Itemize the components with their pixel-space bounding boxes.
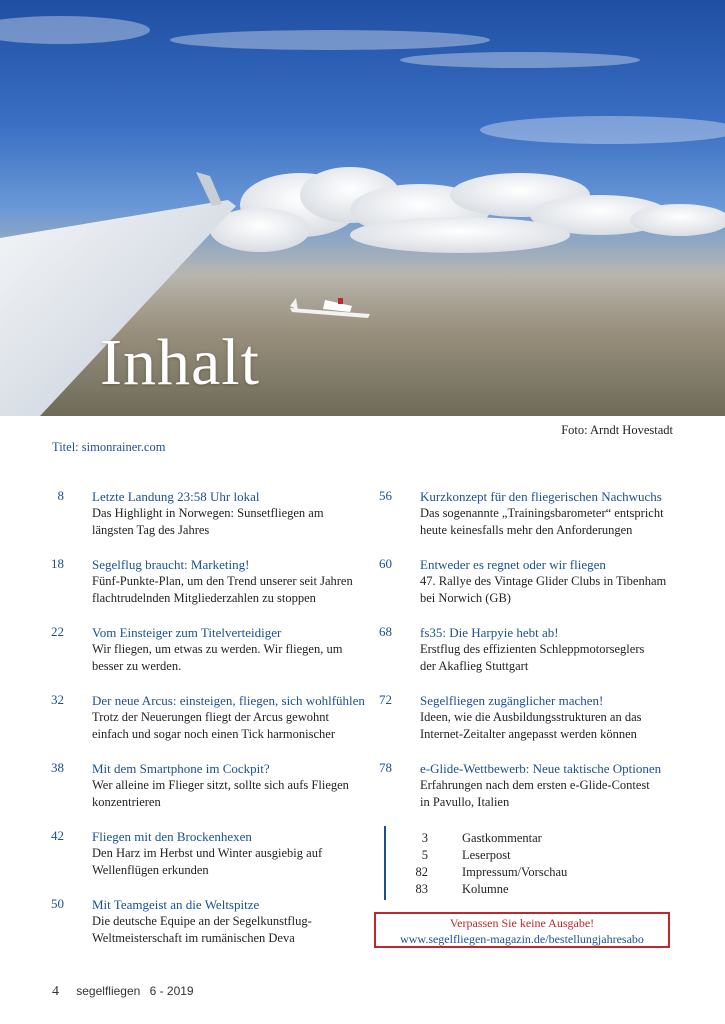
toc-page-number: 38 [51,760,64,775]
toc-description: Das Highlight in Norwegen: Sunsetfliegen am [92,506,324,520]
cirrus-clouds [0,16,725,144]
toc-description: Das sogenannte „Trainingsbarometer“ entspricht [420,506,664,520]
toc-entry[interactable] [368,692,688,743]
toc-description: Den Harz im Herbst und Winter ausgiebig auf [92,846,323,860]
toc-heading: Mit dem Smartphone im Cockpit? [92,761,270,776]
toc-right-column [368,488,688,828]
toc-description: Die deutsche Equipe an der Segelkunstflug- [92,914,312,928]
rubric-page-number: 3 [421,831,428,845]
toc-entry[interactable] [368,556,688,607]
hero-photo [0,0,725,416]
toc-description: Erfahrungen nach dem ersten e-Glide-Contest [420,778,650,792]
toc-heading: e-Glide-Wettbewerb: Neue taktische Optionen [420,761,662,776]
toc-entry[interactable] [40,828,360,879]
toc-description: in Pavullo, Italien [420,795,510,809]
toc-heading: Entweder es regnet oder wir fliegen [420,557,606,572]
cumulus-clouds [210,167,725,253]
rubric-label: Kolumne [462,882,509,896]
toc-page-number: 8 [57,488,64,503]
rubric-item[interactable] [386,881,567,898]
toc-heading: Letzte Landung 23:58 Uhr lokal [92,489,260,504]
toc-heading: Mit Teamgeist an die Weltspitze [92,897,260,912]
toc-page-number: 68 [379,624,392,639]
toc-heading: Kurzkonzept für den fliegerischen Nachwuchs [420,489,662,504]
rubric-label: Leserpost [462,848,511,862]
toc-entry[interactable] [40,488,360,539]
toc-description: flachtrudelnden Mitgliederzahlen zu stoppen [92,591,316,605]
toc-description: Trotz der Neuerungen fliegt der Arcus gewohnt [92,710,329,724]
toc-description: Wellenflügen erkunden [92,863,209,877]
page-footer [52,983,194,1000]
toc-entry[interactable] [40,556,360,607]
toc-page-number: 18 [51,556,64,571]
toc-page-number: 56 [379,488,392,503]
footer-issue: 6 - 2019 [149,984,194,998]
toc-description: konzentrieren [92,795,161,809]
toc-page-number: 78 [379,760,392,775]
toc-description: Ideen, wie die Ausbildungsstrukturen an das [420,710,642,724]
subscription-promo-box [374,912,670,948]
promo-link[interactable]: www.segelfliegen-magazin.de/bestellungjahresabo [400,932,644,946]
toc-page-number: 22 [51,624,64,639]
photo-credit: Foto: Arndt Hovestadt [561,423,673,437]
toc-page-number: 60 [379,556,392,571]
toc-heading: Vom Einsteiger zum Titelverteidiger [92,625,282,640]
toc-page-number: 32 [51,692,64,707]
rubric-label: Impressum/Vorschau [462,865,568,879]
toc-description: 47. Rallye des Vintage Glider Clubs in Tibenham [420,574,667,588]
rubric-item[interactable] [386,847,567,864]
toc-heading: Fliegen mit den Brockenhexen [92,829,252,844]
toc-entry[interactable] [40,692,365,743]
toc-description: Internet-Zeitalter angepasst werden können [420,727,637,741]
toc-description: Wir fliegen, um etwas zu werden. Wir fliegen, um [92,642,343,656]
toc-entry[interactable] [40,896,360,947]
toc-description: längsten Tag des Jahres [92,523,210,537]
toc-description: heute keinesfalls mehr den Anforderungen [420,523,633,537]
toc-description: Weltmeisterschaft im rumänischen Deva [92,931,295,945]
toc-heading: Der neue Arcus: einsteigen, fliegen, sich wohlfühlen [92,693,365,708]
toc-description: Fünf-Punkte-Plan, um den Trend unserer seit Jahren [92,574,353,588]
page-title: Inhalt [100,326,260,399]
toc-entry[interactable] [40,624,360,675]
toc-entry[interactable] [368,488,688,539]
toc-entry[interactable] [40,760,360,811]
toc-heading: fs35: Die Harpyie hebt ab! [420,625,559,640]
toc-description: bei Norwich (GB) [420,591,511,605]
rubric-item[interactable] [386,830,567,847]
winglet [196,172,222,206]
toc-page-number: 42 [51,828,64,843]
rubrics-list [384,826,567,900]
rubric-page-number: 82 [415,865,428,879]
toc-page-number: 72 [379,692,392,707]
toc-description: besser zu werden. [92,659,182,673]
footer-page-number: 4 [52,984,59,999]
footer-magazine-name: segelfliegen [76,984,141,998]
rubric-label: Gastkommentar [462,831,542,845]
toc-description: der Akaflieg Stuttgart [420,659,529,673]
title-credit: Titel: simonrainer.com [52,440,166,454]
toc-description: einfach und sogar noch einen Tick harmonischer [92,727,335,741]
toc-description: Erstflug des effizienten Schleppmotorseglers [420,642,645,656]
promo-headline: Verpassen Sie keine Ausgabe! [449,916,595,930]
toc-heading: Segelflug braucht: Marketing! [92,557,250,572]
rubric-item[interactable] [386,864,567,881]
toc-heading: Segelfliegen zugänglicher machen! [420,693,604,708]
toc-entry[interactable] [368,760,688,811]
toc-description: Wer alleine im Flieger sitzt, sollte sich aufs Fliegen [92,778,349,792]
toc-left-column [40,488,365,964]
rubric-page-number: 5 [421,848,428,862]
toc-page-number: 50 [51,896,64,911]
rubric-page-number: 83 [415,882,428,896]
toc-entry[interactable] [368,624,688,675]
